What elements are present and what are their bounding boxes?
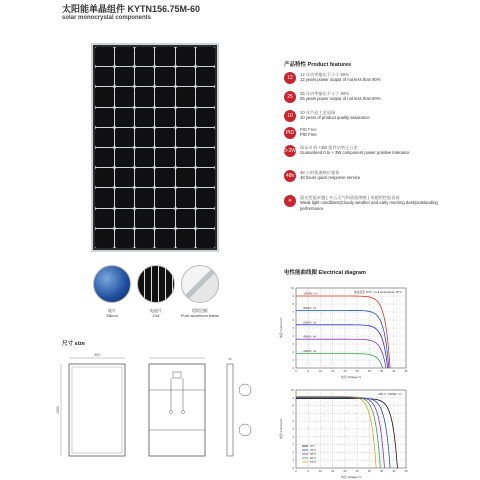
panel-cell — [176, 209, 195, 228]
dimension-drawing — [55, 350, 270, 470]
panel-cell — [196, 229, 215, 248]
x-tick-label: 35 — [380, 470, 384, 473]
panel-cell — [95, 128, 114, 147]
panel-cell — [115, 188, 134, 207]
page-title: 太阳能单晶组件 KYTN156.75M-60 — [62, 4, 201, 14]
detail-circle-2 — [239, 424, 251, 436]
panel-cell — [196, 108, 215, 127]
panel-cell — [176, 108, 195, 127]
panel-cell — [176, 67, 195, 86]
silicon-image — [93, 265, 131, 303]
25-years-icon: 25 — [284, 91, 296, 103]
y-tick-label: 8 — [292, 303, 294, 306]
feature-text — [300, 72, 381, 83]
x-tick-label: 40 — [392, 470, 396, 473]
feature-cn: 12 年功率输出不小于 90% — [300, 72, 349, 77]
panel-cell — [135, 87, 154, 106]
y-tick-label: 5 — [292, 327, 294, 330]
y-axis-label: 电流 Current /A — [279, 418, 283, 440]
panel-cell — [196, 47, 215, 66]
panel-cell — [196, 148, 215, 167]
material-cn-label: 电池片 — [150, 308, 162, 313]
panel-cell — [95, 229, 114, 248]
feature-item — [284, 127, 454, 139]
y-tick-label: 10 — [291, 389, 294, 392]
panel-cell — [196, 188, 215, 207]
panel-cell — [196, 87, 215, 106]
panel-cell — [95, 67, 114, 86]
panel-cell — [115, 209, 134, 228]
side-label: 35 — [228, 357, 232, 361]
panel-cell — [115, 148, 134, 167]
panel-cell — [155, 108, 174, 127]
power-tolerance-icon: 0-3W — [284, 145, 296, 157]
x-tick-label: 25 — [355, 470, 359, 473]
feature-text — [300, 110, 370, 121]
series-label: 200W / m² — [303, 349, 317, 354]
panel-cell — [176, 87, 195, 106]
feature-text — [300, 195, 454, 211]
x-tick-label: 35 — [380, 370, 384, 373]
pid-free-icon: PID — [284, 127, 296, 139]
panel-cell — [176, 188, 195, 207]
legend-entry: 75°C — [310, 460, 317, 464]
panel-cell — [176, 128, 195, 147]
panel-cell — [135, 209, 154, 228]
iv-curve-irradiance-chart — [278, 282, 414, 380]
panel-cell — [135, 128, 154, 147]
material-frame — [180, 265, 220, 319]
material-silicon — [92, 265, 132, 319]
y-tick-label: 6 — [292, 319, 294, 322]
panel-cell — [155, 229, 174, 248]
panel-cell — [135, 168, 154, 187]
solar-panel-image — [91, 43, 219, 252]
side-profile — [227, 364, 233, 456]
panel-cell — [196, 128, 215, 147]
y-tick-label: 9 — [292, 295, 294, 298]
panel-cell — [135, 47, 154, 66]
panel-cell — [95, 47, 114, 66]
size-heading: 尺寸 size — [62, 341, 85, 347]
material-cn-label: 硅片 — [108, 308, 116, 313]
feature-en: 12 years power output of not less than 90% — [300, 77, 381, 83]
x-tick-label: 15 — [331, 470, 335, 473]
features-heading: 产品特性 Product features — [284, 62, 352, 68]
panel-cell — [115, 87, 134, 106]
feature-item — [284, 170, 454, 182]
connector-right — [182, 411, 185, 414]
feature-en: 48 hours quick response service — [300, 175, 361, 181]
10-years-icon: 10 — [284, 110, 296, 122]
x-tick-label: 10 — [318, 370, 322, 373]
y-tick-label: 0 — [292, 367, 294, 370]
y-tick-label: 4 — [292, 335, 294, 338]
material-en-label: Cell — [152, 313, 160, 318]
feature-en: 25 years power output of not less than 80% — [300, 96, 381, 102]
panel-cell — [176, 168, 195, 187]
junction-box — [173, 372, 181, 378]
front-view-inner — [72, 367, 122, 453]
y-tick-label: 9 — [292, 396, 294, 400]
feature-text — [300, 170, 360, 181]
panel-cell-grid — [95, 47, 215, 248]
feature-en: 10 years of product quality assurance — [300, 115, 370, 121]
iv-curve-temperature-chart — [278, 384, 414, 480]
feature-item — [284, 145, 454, 157]
feature-en: Weak light conditions(Cloudy weather and early morning dusk)outstanding performance — [300, 200, 438, 211]
panel-cell — [115, 229, 134, 248]
y-tick-label: 1 — [292, 459, 294, 463]
connector-left — [170, 411, 173, 414]
panel-cell — [95, 108, 114, 127]
feature-cn: 48 小时快速响应服务 — [300, 170, 340, 175]
panel-cell — [155, 87, 174, 106]
feature-item — [284, 72, 454, 84]
series-label: 400W / m² — [303, 334, 317, 339]
panel-cell — [115, 168, 134, 187]
panel-cell — [115, 108, 134, 127]
panel-cell — [115, 67, 134, 86]
chart-note: 电池温度 25°C / Cell temperature 25°C — [353, 290, 402, 294]
panel-cell — [176, 229, 195, 248]
feature-en: Guaranteed 0 to + 3W component power positive tolerance — [300, 150, 410, 156]
x-tick-label: 5 — [307, 370, 309, 373]
height-label: 1650 — [56, 406, 60, 414]
series-label: 1000W / m² — [303, 291, 318, 296]
front-view-outline — [69, 364, 125, 456]
y-tick-label: 1 — [292, 359, 294, 362]
x-tick-label: 45 — [404, 370, 408, 373]
y-tick-label: 7 — [292, 412, 294, 416]
feature-en: PID Free — [300, 132, 317, 138]
panel-cell — [95, 209, 114, 228]
panel-cell — [155, 128, 174, 147]
y-tick-label: 4 — [292, 435, 294, 439]
legend-entry: 0°C — [310, 444, 315, 448]
detail-circle-1 — [239, 384, 251, 396]
panel-cell — [155, 67, 174, 86]
x-tick-label: 30 — [367, 470, 371, 473]
x-tick-label: 20 — [343, 370, 347, 373]
panel-cell — [135, 229, 154, 248]
panel-cell — [115, 47, 134, 66]
y-tick-label: 5 — [292, 428, 294, 431]
y-tick-label: 2 — [292, 351, 294, 354]
x-tick-label: 40 — [392, 370, 396, 373]
panel-cell — [95, 168, 114, 187]
electrical-heading: 电性能曲线图 Electrical diagram — [284, 270, 366, 276]
legend-entry: 45°C — [310, 452, 317, 456]
x-tick-label: 20 — [343, 470, 347, 473]
weak-light-icon: ☀ — [284, 195, 296, 207]
panel-cell — [196, 67, 215, 86]
width-label: 992 — [94, 353, 100, 357]
feature-cn: 10 年产品工艺质保 — [300, 110, 336, 115]
x-axis-label: 电压 Voltage /V — [340, 475, 362, 479]
panel-cell — [155, 209, 174, 228]
x-tick-label: 0 — [295, 370, 297, 373]
legend-entry: 25°C — [310, 448, 317, 452]
y-axis-label: 电流 Current /A — [279, 317, 283, 339]
panel-cell — [135, 108, 154, 127]
x-tick-label: 5 — [307, 470, 309, 473]
legend-entry: 60°C — [310, 456, 317, 460]
panel-cell — [176, 148, 195, 167]
12-years-icon: 12 — [284, 72, 296, 84]
x-tick-label: 45 — [404, 470, 408, 473]
y-tick-label: 3 — [292, 343, 294, 346]
y-tick-label: 7 — [292, 311, 294, 314]
panel-cell — [176, 47, 195, 66]
panel-cell — [196, 209, 215, 228]
feature-cn: PID Free — [300, 127, 317, 132]
frame-image — [181, 265, 219, 303]
x-tick-label: 10 — [318, 470, 322, 473]
panel-cell — [95, 188, 114, 207]
material-en-label: Silicon — [106, 313, 118, 318]
x-axis-label: 电压 Voltage /V — [340, 375, 362, 379]
x-tick-label: 15 — [331, 370, 335, 373]
feature-item — [284, 91, 454, 103]
y-tick-label: 2 — [292, 451, 294, 455]
x-tick-label: 25 — [355, 370, 359, 373]
panel-cell — [135, 67, 154, 86]
y-tick-label: 3 — [292, 443, 294, 447]
feature-text — [300, 145, 410, 156]
feature-cn: 25 年功率输出不小于 80% — [300, 91, 349, 96]
series-label: 600W / m² — [303, 320, 317, 325]
panel-cell — [135, 188, 154, 207]
feature-cn: 保证 0 到 +3W 组件功率正公差 — [300, 145, 358, 150]
48h-icon: 48h — [284, 170, 296, 182]
y-tick-label: 0 — [292, 467, 294, 470]
x-tick-label: 0 — [295, 470, 297, 473]
chart-note: AM1.5, 1000W / m² — [377, 392, 402, 396]
material-cn-label: 铝铝边框 — [192, 308, 208, 313]
feature-cn: 弱光性能卓越 ( 多云天气和清晨傍晚 ) 卓越的性能表现 — [300, 195, 400, 200]
panel-cell — [115, 128, 134, 147]
panel-cell — [135, 148, 154, 167]
panel-cell — [155, 148, 174, 167]
material-cell — [136, 265, 176, 319]
panel-cell — [196, 168, 215, 187]
feature-item — [284, 110, 454, 122]
cell-image — [137, 265, 175, 303]
y-tick-label: 6 — [292, 420, 294, 424]
material-en-label: Pure aluminum frame — [180, 313, 220, 318]
series-label: 800W / m² — [303, 305, 317, 310]
page-subtitle: solar monocrystal components — [62, 15, 152, 21]
y-tick-label: 10 — [291, 287, 294, 290]
feature-text — [300, 127, 317, 138]
panel-cell — [95, 148, 114, 167]
feature-text — [300, 91, 381, 102]
panel-cell — [155, 168, 174, 187]
panel-cell — [95, 87, 114, 106]
panel-cell — [155, 188, 174, 207]
x-tick-label: 30 — [367, 370, 371, 373]
y-tick-label: 8 — [292, 404, 294, 408]
feature-item — [284, 195, 454, 211]
panel-cell — [155, 47, 174, 66]
